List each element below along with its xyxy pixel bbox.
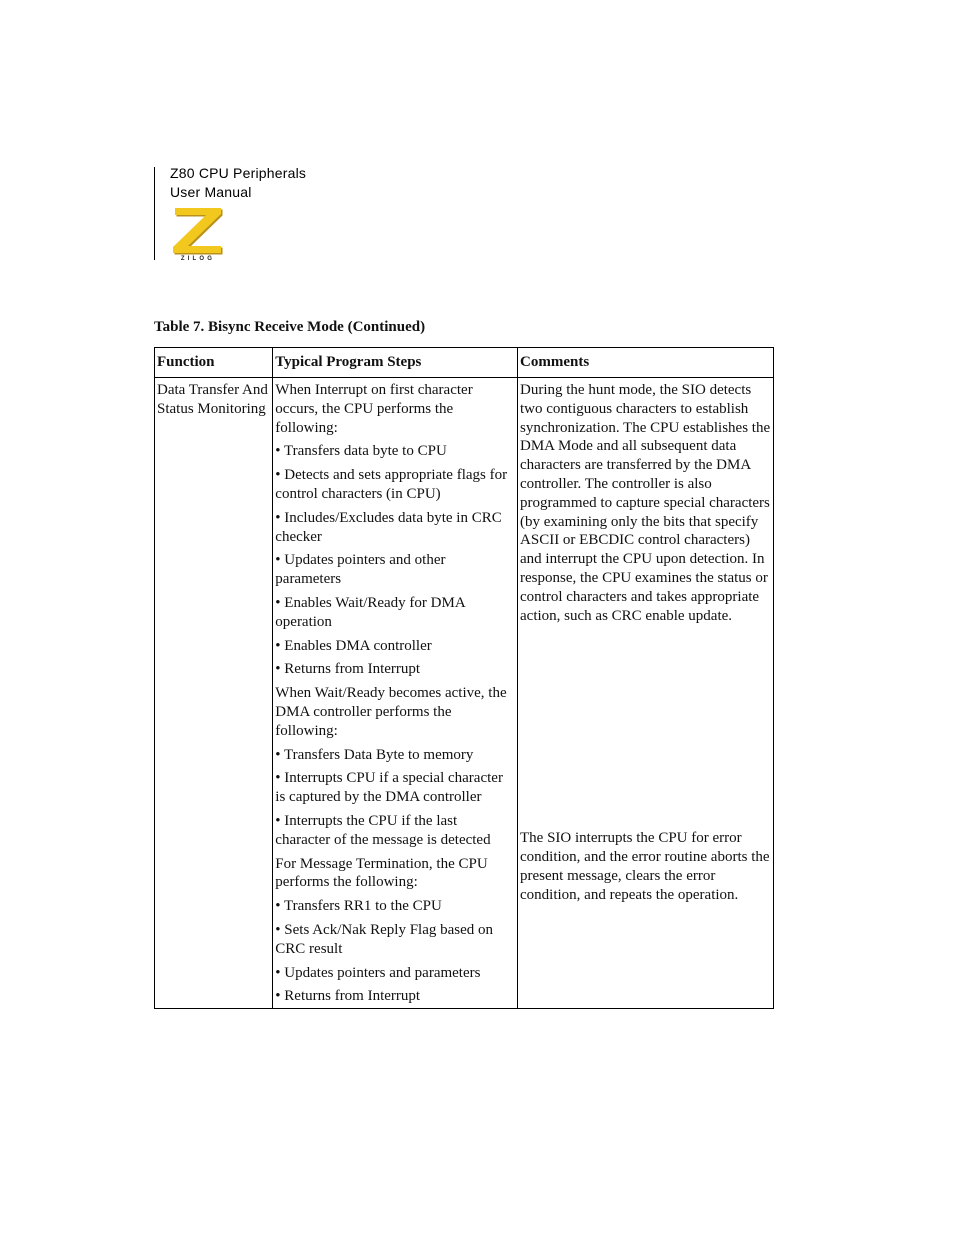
steps-cell bbox=[273, 378, 518, 1009]
step-bullet: • Enables DMA controller bbox=[275, 637, 432, 654]
comment-paragraph: The SIO interrupts the CPU for error condition, and the error routine aborts the present message, clears the error condition, and repeats the operation. bbox=[520, 830, 770, 903]
step-bullet: • Detects and sets appropriate flags for control characters (in CPU) bbox=[275, 467, 508, 502]
document-header bbox=[170, 164, 306, 202]
comment-paragraph: During the hunt mode, the SIO detects two contiguous characters to establish synchronization. The CPU establishes the DMA Mode and all subsequent data characters are transferred by the DMA controller. The controller is also programmed to capture special characters (by examining only the bits that specify ASCII or EBCDIC control characters) and interrupt the CPU upon detection. In response, the CPU examines the status or control characters and takes appropriate action, such as CRC enable update. bbox=[520, 382, 771, 624]
step-paragraph: For Message Termination, the CPU performs the following: bbox=[275, 855, 488, 891]
bisync-receive-table bbox=[154, 347, 774, 1009]
step-bullet: • Interrupts the CPU if the last character of the message is detected bbox=[275, 812, 491, 848]
comments-cell bbox=[518, 378, 774, 1009]
function-cell: Data Transfer And Status Monitoring bbox=[155, 378, 273, 1009]
step-bullet: • Transfers Data Byte to memory bbox=[275, 746, 474, 763]
step-bullet: • Includes/Excludes data byte in CRC checker bbox=[275, 509, 502, 545]
step-bullet: • Updates pointers and other parameters bbox=[275, 552, 446, 588]
step-bullet: • Returns from Interrupt bbox=[275, 661, 421, 678]
step-bullet: • Transfers data byte to CPU bbox=[275, 443, 447, 460]
zilog-logo bbox=[171, 205, 225, 261]
table-header-row bbox=[155, 348, 774, 378]
column-header-comments: Comments bbox=[518, 348, 774, 378]
step-bullet: • Transfers RR1 to the CPU bbox=[275, 898, 442, 915]
step-bullet: • Sets Ack/Nak Reply Flag based on CRC result bbox=[275, 921, 494, 957]
step-bullet: • Returns from Interrupt bbox=[275, 988, 421, 1005]
svg-text:ZILOG: ZILOG bbox=[180, 256, 216, 261]
step-paragraph: When Interrupt on first character occurs, the CPU performs the following: bbox=[275, 382, 473, 436]
step-bullet: • Interrupts CPU if a special character is captured by the DMA controller bbox=[275, 770, 503, 806]
step-bullet: • Enables Wait/Ready for DMA operation bbox=[275, 594, 465, 630]
column-header-steps: Typical Program Steps bbox=[273, 348, 518, 378]
table-caption: Table 7. Bisync Receive Mode (Continued) bbox=[154, 319, 426, 335]
product-title: Z80 CPU Peripherals bbox=[170, 165, 307, 181]
column-header-function: Function bbox=[155, 348, 273, 378]
step-bullet: • Updates pointers and parameters bbox=[275, 964, 481, 981]
table-row bbox=[155, 378, 774, 1009]
comment-spacer bbox=[520, 625, 771, 829]
step-paragraph: When Wait/Ready becomes active, the DMA controller performs the following: bbox=[275, 685, 507, 739]
manual-title: User Manual bbox=[170, 184, 252, 200]
header-rule bbox=[154, 167, 155, 260]
